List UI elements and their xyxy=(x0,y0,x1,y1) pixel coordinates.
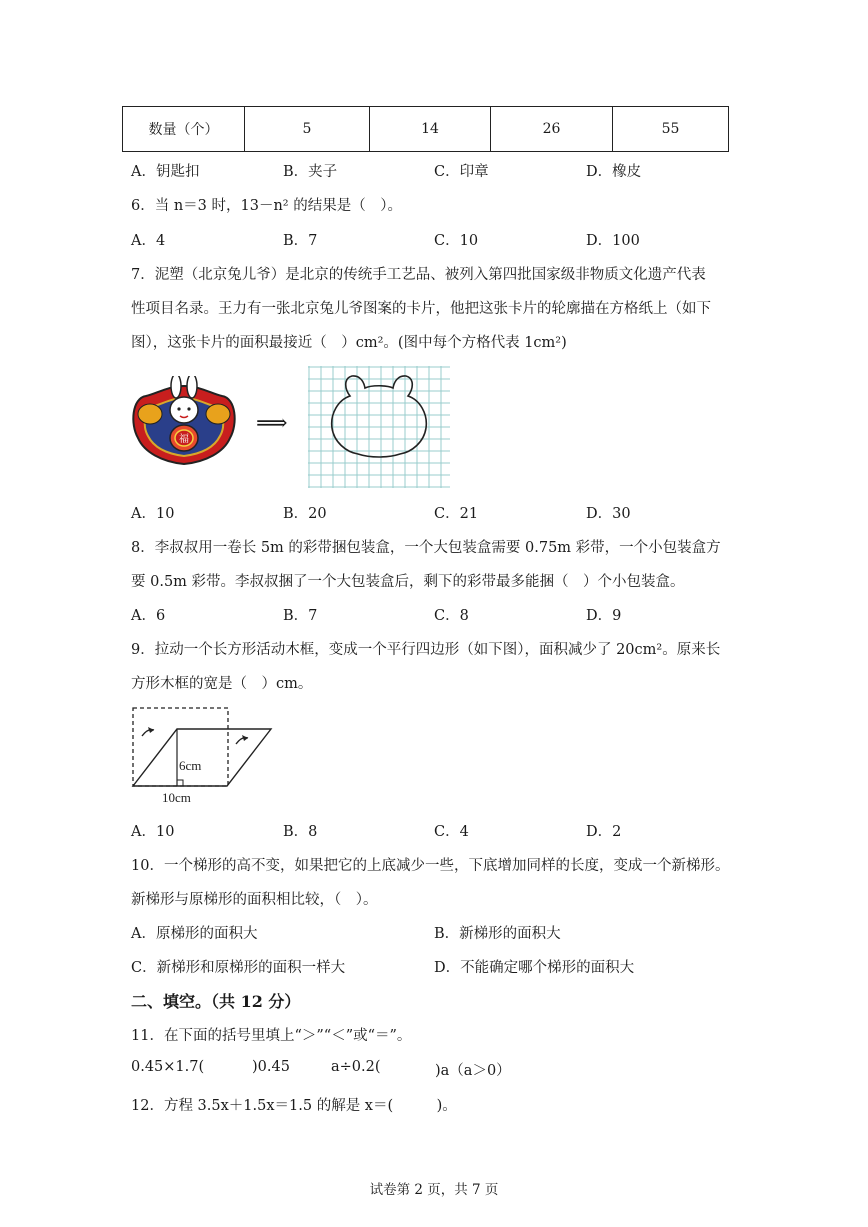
quantity-table xyxy=(122,106,729,152)
q12-stem: 12．方程 3.5x＋1.5x＝1.5 的解是 x＝( )。 xyxy=(131,1098,457,1114)
parallelogram-figure xyxy=(126,704,278,804)
card-fu-character: 福 xyxy=(179,434,189,445)
q11b-right: )a（a＞0） xyxy=(435,1063,511,1079)
q9-option-b[interactable]: B．8 xyxy=(283,824,318,840)
table-cell: 5 xyxy=(245,107,370,152)
section-title: 二、填空。（共 12 分） xyxy=(131,992,301,1011)
right-arrow-icon: ⟹ xyxy=(256,411,288,436)
q10-option-b[interactable]: B．新梯形的面积大 xyxy=(434,926,561,942)
q10-option-c[interactable]: C．新梯形和原梯形的面积一样大 xyxy=(131,960,346,976)
q8-option-a[interactable]: A．6 xyxy=(131,608,166,624)
q7-stem-line: 性项目名录。王力有一张北京兔儿爷图案的卡片，他把这张卡片的轮廓描在方格纸上（如下 xyxy=(131,301,711,317)
q9-stem-line: 9．拉动一个长方形活动木框，变成一个平行四边形（如下图），面积减少了 20cm²。原来长 xyxy=(131,642,721,658)
q11-stem: 11．在下面的括号里填上“＞”“＜”或“＝”。 xyxy=(131,1028,412,1044)
q9-option-a[interactable]: A．10 xyxy=(131,824,175,840)
q11a-left: 0.45×1.7( xyxy=(131,1059,205,1075)
q6-option-a[interactable]: A．4 xyxy=(131,233,166,249)
table-cell: 14 xyxy=(370,107,491,152)
table-row xyxy=(123,107,729,152)
q8-option-d[interactable]: D．9 xyxy=(586,608,622,624)
q7-option-c[interactable]: C．21 xyxy=(434,506,479,522)
q6-option-c[interactable]: C．10 xyxy=(434,233,479,249)
q5-option-d[interactable]: D．橡皮 xyxy=(586,164,642,180)
q7-option-d[interactable]: D．30 xyxy=(586,506,631,522)
table-cell: 26 xyxy=(491,107,613,152)
height-label: 6cm xyxy=(179,758,202,773)
rabbit-card-image xyxy=(128,376,240,468)
base-label: 10cm xyxy=(162,790,191,804)
q11a-right: )0.45 xyxy=(252,1059,290,1075)
q10-option-a[interactable]: A．原梯形的面积大 xyxy=(131,926,258,942)
q6-option-b[interactable]: B．7 xyxy=(283,233,318,249)
q8-option-b[interactable]: B．7 xyxy=(283,608,318,624)
q7-option-b[interactable]: B．20 xyxy=(283,506,327,522)
q7-stem-line: 7．泥塑（北京兔儿爷）是北京的传统手工艺品、被列入第四批国家级非物质文化遗产代表 xyxy=(131,267,706,283)
q6-stem: 6．当 n＝3 时，13－n² 的结果是（ ）。 xyxy=(131,198,402,214)
q7-stem-line: 图），这张卡片的面积最接近（ ）cm²。(图中每个方格代表 1cm²) xyxy=(131,335,567,351)
q5-option-b[interactable]: B．夹子 xyxy=(283,164,338,180)
q10-option-d[interactable]: D．不能确定哪个梯形的面积大 xyxy=(434,960,635,976)
q5-option-a[interactable]: A．钥匙扣 xyxy=(131,164,200,180)
table-header-cell: 数量（个） xyxy=(123,107,245,152)
q5-option-c[interactable]: C．印章 xyxy=(434,164,489,180)
q6-option-d[interactable]: D．100 xyxy=(586,233,640,249)
q11b-left: a÷0.2( xyxy=(331,1059,381,1075)
page-footer: 试卷第 2 页，共 7 页 xyxy=(369,1182,499,1198)
q9-stem-line: 方形木框的宽是（ ）cm。 xyxy=(131,676,313,692)
q8-option-c[interactable]: C．8 xyxy=(434,608,469,624)
q9-option-c[interactable]: C．4 xyxy=(434,824,469,840)
table-cell: 55 xyxy=(613,107,729,152)
grid-outline-figure xyxy=(308,366,450,488)
q9-option-d[interactable]: D．2 xyxy=(586,824,622,840)
q10-stem-line: 新梯形与原梯形的面积相比较，（ ）。 xyxy=(131,892,378,908)
q7-option-a[interactable]: A．10 xyxy=(131,506,175,522)
q10-stem-line: 10．一个梯形的高不变，如果把它的上底减少一些，下底增加同样的长度，变成一个新梯形。 xyxy=(131,858,730,874)
q8-stem-line: 要 0.5m 彩带。李叔叔捆了一个大包装盒后，剩下的彩带最多能捆（ ）个小包装盒。 xyxy=(131,574,685,590)
q8-stem-line: 8．李叔叔用一卷长 5m 的彩带捆包装盒，一个大包装盒需要 0.75m 彩带，一个小包装盒方 xyxy=(131,540,721,556)
